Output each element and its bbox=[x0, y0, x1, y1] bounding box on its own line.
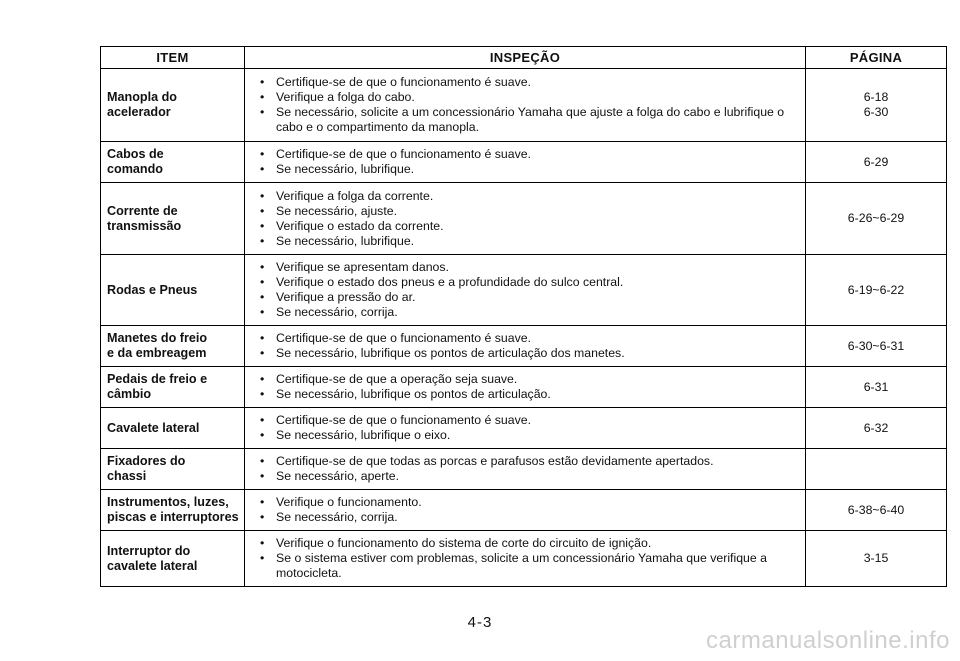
inspection-cell bbox=[245, 326, 806, 367]
item-cell bbox=[101, 326, 245, 367]
table-row bbox=[101, 183, 947, 255]
page-ref: 6-26~6-29 bbox=[847, 211, 905, 225]
item-label-line: piscas e interruptores bbox=[107, 510, 239, 524]
check-item: • Se necessário, lubrifique os pontos de articulação dos manetes. bbox=[257, 346, 799, 361]
table-row bbox=[101, 255, 947, 326]
page-ref-cell bbox=[806, 326, 947, 367]
item-cell bbox=[101, 531, 245, 587]
item-cell bbox=[101, 490, 245, 531]
item-label-line: Manopla do bbox=[107, 90, 177, 104]
check-item: • Certifique-se de que o funcionamento é suave. bbox=[257, 331, 799, 346]
check-item: • Certifique-se de que a operação seja suave. bbox=[257, 372, 799, 387]
check-item: • Verifique a pressão do ar. bbox=[257, 290, 799, 305]
item-cell bbox=[101, 408, 245, 449]
check-list bbox=[257, 331, 799, 361]
check-item: • Verifique o estado dos pneus e a profundidade do sulco central. bbox=[257, 275, 799, 290]
table-row bbox=[101, 449, 947, 490]
check-list bbox=[257, 189, 799, 249]
item-label-line: Interruptor do bbox=[107, 543, 191, 558]
check-list bbox=[257, 536, 799, 581]
item-label-line: Fixadores do bbox=[107, 454, 186, 468]
table-row bbox=[101, 531, 947, 587]
check-item: • Verifique o estado da corrente. bbox=[257, 219, 799, 234]
item-cell bbox=[101, 255, 245, 326]
check-item: • Se necessário, corrija. bbox=[257, 305, 799, 320]
check-item: • Verifique se apresentam danos. bbox=[257, 260, 799, 275]
item-cell bbox=[101, 142, 245, 183]
item-label-line: comando bbox=[107, 162, 163, 176]
inspection-cell bbox=[245, 142, 806, 183]
inspection-cell bbox=[245, 183, 806, 255]
item-label-line: cavalete lateral bbox=[107, 558, 198, 573]
table-row bbox=[101, 490, 947, 531]
inspection-table bbox=[100, 46, 947, 587]
inspection-cell bbox=[245, 408, 806, 449]
item-label-line: Manetes do freio bbox=[107, 331, 208, 345]
page-number: 4-3 bbox=[467, 614, 493, 631]
check-item: • Certifique-se de que o funcionamento é suave. bbox=[257, 147, 799, 162]
check-item: • Se necessário, lubrifique. bbox=[257, 162, 799, 177]
check-list bbox=[257, 75, 799, 135]
page-ref-cell bbox=[806, 408, 947, 449]
check-item: • Se necessário, lubrifique. bbox=[257, 234, 799, 249]
check-item: • Certifique-se de que todas as porcas e parafusos estão devidamente apertados. bbox=[257, 454, 799, 469]
page-ref: 6-30 bbox=[863, 105, 889, 119]
check-item: • Se necessário, lubrifique o eixo. bbox=[257, 428, 799, 443]
check-item: • Se necessário, ajuste. bbox=[257, 204, 799, 219]
check-item: • Verifique o funcionamento do sistema de corte do circuito de ignição. bbox=[257, 536, 799, 551]
table-row bbox=[101, 408, 947, 449]
header-inspection: INSPEÇÃO bbox=[245, 47, 806, 69]
check-item: • Verifique a folga do cabo. bbox=[257, 90, 799, 105]
item-label-line: e da embreagem bbox=[107, 346, 207, 360]
page-ref: 6-32 bbox=[863, 420, 889, 435]
table-row bbox=[101, 367, 947, 408]
check-list bbox=[257, 147, 799, 177]
check-list bbox=[257, 260, 799, 320]
page-ref-cell bbox=[806, 367, 947, 408]
item-label-line: Cabos de bbox=[107, 147, 164, 161]
check-item: • Verifique a folga da corrente. bbox=[257, 189, 799, 204]
check-list bbox=[257, 372, 799, 402]
item-label-line: Cavalete lateral bbox=[107, 420, 200, 435]
item-cell bbox=[101, 367, 245, 408]
check-item: • Certifique-se de que o funcionamento é suave. bbox=[257, 413, 799, 428]
check-list bbox=[257, 495, 799, 525]
inspection-cell bbox=[245, 490, 806, 531]
page-ref-cell bbox=[806, 531, 947, 587]
table-body bbox=[101, 69, 947, 587]
item-label-line: transmissão bbox=[107, 218, 182, 233]
header-page: PÁGINA bbox=[806, 47, 947, 69]
inspection-cell bbox=[245, 69, 806, 142]
item-label-line: acelerador bbox=[107, 105, 171, 119]
page-ref-cell bbox=[806, 449, 947, 490]
inspection-cell bbox=[245, 255, 806, 326]
watermark: carmanualsonline.info bbox=[706, 627, 950, 654]
table-row bbox=[101, 69, 947, 142]
page-ref: 6-29 bbox=[863, 154, 889, 169]
check-item: • Se necessário, corrija. bbox=[257, 510, 799, 525]
item-label-line: Instrumentos, luzes, bbox=[107, 495, 229, 509]
check-item: • Se necessário, aperte. bbox=[257, 469, 799, 484]
item-label-line: câmbio bbox=[107, 387, 152, 401]
page-ref: 6-38~6-40 bbox=[847, 502, 905, 517]
item-cell bbox=[101, 183, 245, 255]
page-ref-cell bbox=[806, 183, 947, 255]
page-ref: 6-31 bbox=[863, 379, 889, 394]
item-label-line: chassi bbox=[107, 469, 147, 483]
page-ref: 6-19~6-22 bbox=[847, 282, 905, 297]
check-item: • Se necessário, solicite a um concessionário Yamaha que ajuste a folga do cabo e lubrifique o cabo e o compartimento da manopla. bbox=[257, 105, 799, 135]
check-item: • Se o sistema estiver com problemas, solicite a um concessionário Yamaha que verifique a motocicleta. bbox=[257, 551, 799, 581]
check-list bbox=[257, 413, 799, 443]
check-item: • Certifique-se de que o funcionamento é suave. bbox=[257, 75, 799, 90]
page-ref-cell bbox=[806, 490, 947, 531]
inspection-cell bbox=[245, 531, 806, 587]
page-ref: 6-18 bbox=[863, 90, 889, 104]
table-row bbox=[101, 326, 947, 367]
item-cell bbox=[101, 449, 245, 490]
page-ref-cell bbox=[806, 69, 947, 142]
item-label-line: Corrente de bbox=[107, 203, 178, 218]
header-item: ITEM bbox=[101, 47, 245, 69]
item-cell bbox=[101, 69, 245, 142]
page-ref-cell bbox=[806, 255, 947, 326]
page-ref-cell bbox=[806, 142, 947, 183]
check-item: • Se necessário, lubrifique os pontos de articulação. bbox=[257, 387, 799, 402]
table-row bbox=[101, 142, 947, 183]
inspection-cell bbox=[245, 449, 806, 490]
page-ref: 3-15 bbox=[863, 551, 889, 565]
check-item: • Verifique o funcionamento. bbox=[257, 495, 799, 510]
item-label-line: Pedais de freio e bbox=[107, 372, 208, 386]
inspection-cell bbox=[245, 367, 806, 408]
check-list bbox=[257, 454, 799, 484]
page-ref: 6-30~6-31 bbox=[847, 338, 905, 353]
item-label-line: Rodas e Pneus bbox=[107, 282, 198, 297]
table-header-row bbox=[101, 47, 947, 69]
